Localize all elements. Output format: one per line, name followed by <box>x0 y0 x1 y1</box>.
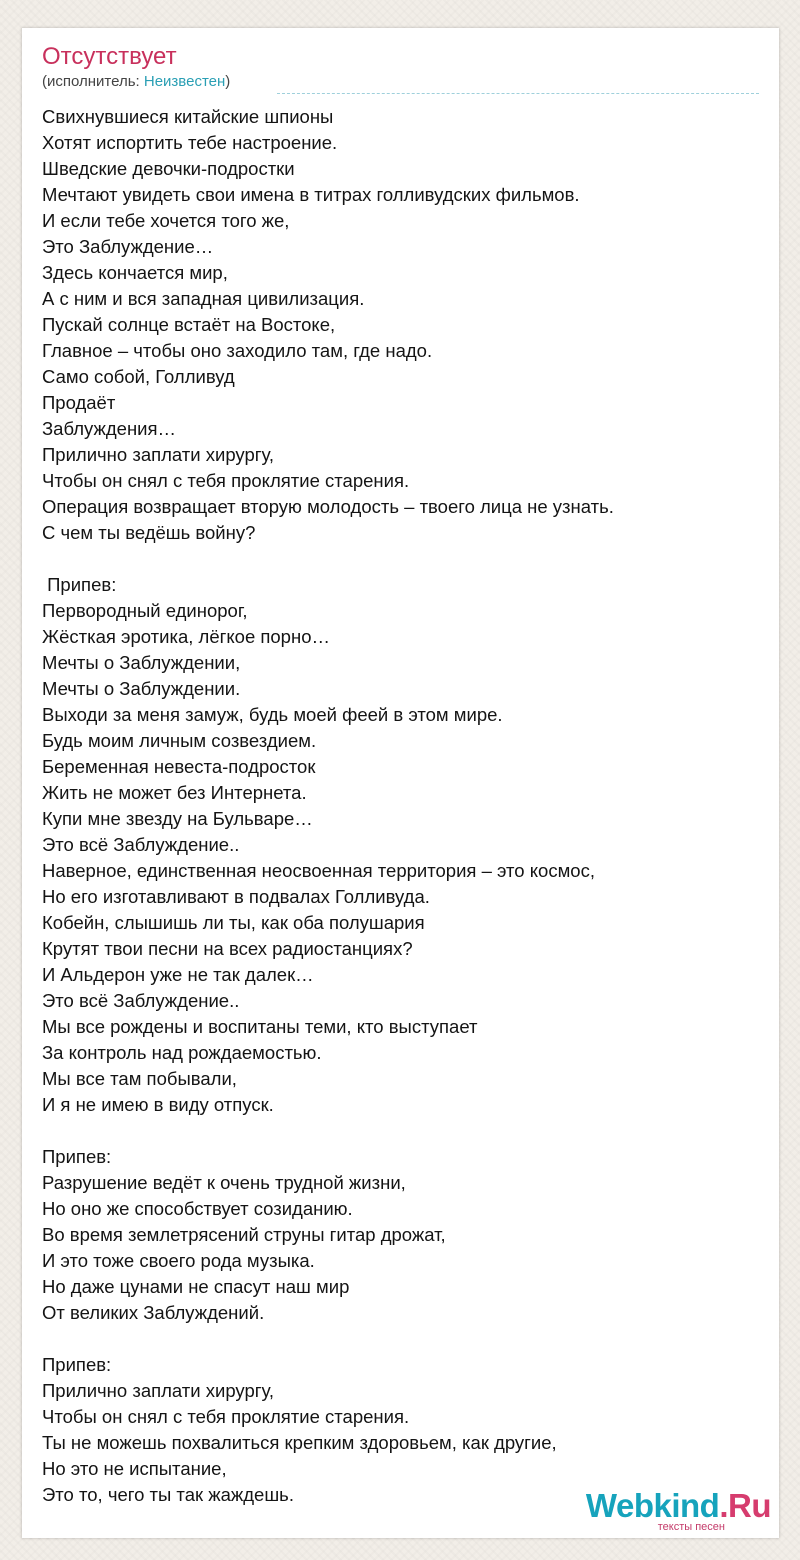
artist-suffix: ) <box>225 73 231 90</box>
lyric-blank-line <box>42 546 762 572</box>
lyric-line: Но его изготавливают в подвалах Голливуда. <box>42 886 430 907</box>
lyric-line: Крутят твои песни на всех радиостанциях? <box>42 938 413 959</box>
lyric-line: Купи мне звезду на Бульваре… <box>42 808 313 829</box>
lyric-line: Прилично заплати хирургу, <box>42 444 275 465</box>
lyric-line: Чтобы он снял с тебя проклятие старения. <box>42 1406 410 1427</box>
lyric-line: Мечтают увидеть свои имена в титрах голливудских фильмов. <box>42 184 580 205</box>
lyric-line: Это Заблуждение… <box>42 236 214 257</box>
lyric-line: Хотят испортить тебе настроение. <box>42 132 338 153</box>
lyric-line: И Альдерон уже не так далек… <box>42 964 314 985</box>
lyric-line: Но это не испытание, <box>42 1458 227 1479</box>
logo-tld: .Ru <box>719 1487 771 1524</box>
lyric-line: Первородный единорог, <box>42 600 248 621</box>
lyric-line: Припев: <box>42 1146 112 1167</box>
logo-tagline: тексты песен <box>657 1521 725 1533</box>
lyric-line: И если тебе хочется того же, <box>42 210 290 231</box>
lyric-line: Во время землетрясений струны гитар дрожат, <box>42 1224 446 1245</box>
lyric-line: Главное – чтобы оно заходило там, где надо. <box>42 340 433 361</box>
lyric-line: А с ним и вся западная цивилизация. <box>42 288 365 309</box>
lyric-line: Это то, чего ты так жаждешь. <box>42 1484 294 1505</box>
lyric-line: Мечты о Заблуждении, <box>42 652 241 673</box>
lyric-line: Прилично заплати хирургу, <box>42 1380 275 1401</box>
lyric-line: Но даже цунами не спасут наш мир <box>42 1276 350 1297</box>
lyrics-card <box>22 28 779 1538</box>
lyric-line: От великих Заблуждений. <box>42 1302 265 1323</box>
lyric-blank-line <box>42 1326 762 1352</box>
lyric-line: Операция возвращает вторую молодость – твоего лица не узнать. <box>42 496 614 517</box>
lyric-line: Продаёт <box>42 392 116 413</box>
artist-prefix: (исполнитель: <box>42 73 144 90</box>
lyric-line: Припев: <box>42 574 117 595</box>
lyric-line: Кобейн, слышишь ли ты, как оба полушария <box>42 912 425 933</box>
logo-word: Webkind <box>585 1487 720 1524</box>
lyric-line: Это всё Заблуждение.. <box>42 834 240 855</box>
lyric-line: Свихнувшиеся китайские шпионы <box>42 106 334 127</box>
artist-link[interactable]: Неизвестен <box>143 73 226 90</box>
lyric-line: Заблуждения… <box>42 418 177 439</box>
lyric-line: Чтобы он снял с тебя проклятие старения. <box>42 470 410 491</box>
header-divider <box>277 93 759 94</box>
lyric-line: Но оно же способствует созиданию. <box>42 1198 353 1219</box>
lyric-line: Мы все рождены и воспитаны теми, кто выступает <box>42 1016 478 1037</box>
lyric-line: Припев: <box>42 1354 112 1375</box>
lyric-line: Ты не можешь похвалиться крепким здоровьем, как другие, <box>42 1432 557 1453</box>
lyric-line: Пускай солнце встаёт на Востоке, <box>42 314 336 335</box>
lyric-line: Само собой, Голливуд <box>42 366 235 387</box>
lyric-line: Мечты о Заблуждении. <box>42 678 241 699</box>
lyric-line: Жёсткая эротика, лёгкое порно… <box>42 626 330 647</box>
lyric-line: Будь моим личным созвездием. <box>42 730 317 751</box>
song-title: Отсутствует <box>42 43 177 70</box>
lyric-line: Разрушение ведёт к очень трудной жизни, <box>42 1172 406 1193</box>
lyric-line: И я не имею в виду отпуск. <box>42 1094 274 1115</box>
lyric-line: Беременная невеста-подросток <box>42 756 316 777</box>
lyric-line: Жить не может без Интернета. <box>42 782 307 803</box>
lyric-blank-line <box>42 1118 762 1144</box>
lyric-line: Выходи за меня замуж, будь моей феей в этом мире. <box>42 704 503 725</box>
lyric-line: С чем ты ведёшь войну? <box>42 522 256 543</box>
logo-wordmark <box>586 1486 771 1526</box>
lyric-line: Здесь кончается мир, <box>42 262 228 283</box>
lyrics-text <box>42 104 762 1508</box>
lyric-line: Наверное, единственная неосвоенная территория – это космос, <box>42 860 595 881</box>
lyric-line: Мы все там побывали, <box>42 1068 237 1089</box>
lyric-line: Это всё Заблуждение.. <box>42 990 240 1011</box>
lyric-line: И это тоже своего рода музыка. <box>42 1250 315 1271</box>
lyric-line: За контроль над рождаемостью. <box>42 1042 322 1063</box>
lyric-line: Шведские девочки-подростки <box>42 158 295 179</box>
artist-line <box>42 72 230 92</box>
site-logo[interactable] <box>571 1486 771 1536</box>
